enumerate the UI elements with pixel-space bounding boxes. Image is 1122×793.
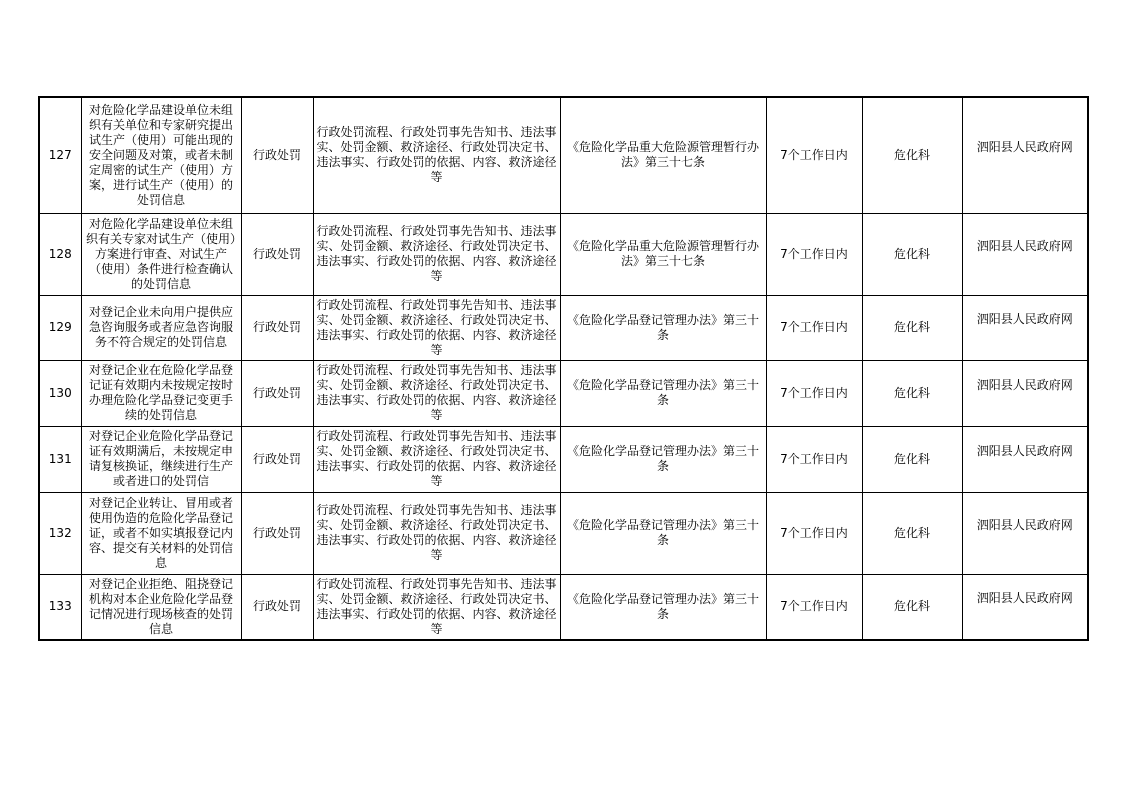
responsible-dept: 危化科 [862,213,962,295]
disclosure-time: 7个工作日内 [766,574,862,640]
legal-basis: 《危险化学品登记管理办法》第三十条 [560,295,766,360]
row-number: 132 [39,492,81,574]
legal-basis: 《危险化学品重大危险源管理暂行办法》第三十七条 [560,97,766,213]
publish-channel: 泗阳县人民政府网 [962,426,1088,492]
item-description: 对危险化学品建设单位未组织有关单位和专家研究提出试生产（使用）可能出现的安全问题及对策，或者未制定周密的试生产（使用）方案，进行试生产（使用）的处罚信息 [81,97,241,213]
publish-channel: 泗阳县人民政府网 [962,295,1088,360]
publish-channel: 泗阳县人民政府网 [962,574,1088,640]
disclosure-table [38,96,1089,641]
row-number: 129 [39,295,81,360]
disclosure-content: 行政处罚流程、行政处罚事先告知书、违法事实、处罚金额、救济途径、行政处罚决定书、违法事实、行政处罚的依据、内容、救济途径等 [313,426,560,492]
legal-basis: 《危险化学品重大危险源管理暂行办法》第三十七条 [560,213,766,295]
responsible-dept: 危化科 [862,97,962,213]
item-description: 对登记企业拒绝、阻挠登记机构对本企业危险化学品登记情况进行现场核查的处罚信息 [81,574,241,640]
item-description: 对登记企业危险化学品登记证有效期满后，未按规定申请复核换证，继续进行生产或者进口的处罚信 [81,426,241,492]
row-number: 130 [39,360,81,426]
item-description: 对危险化学品建设单位未组织有关专家对试生产（使用）方案进行审查、对试生产（使用）条件进行检查确认的处罚信息 [81,213,241,295]
responsible-dept: 危化科 [862,492,962,574]
legal-basis: 《危险化学品登记管理办法》第三十条 [560,574,766,640]
table-row [39,213,1088,295]
item-category: 行政处罚 [241,360,313,426]
row-number: 131 [39,426,81,492]
disclosure-time: 7个工作日内 [766,295,862,360]
table-row [39,295,1088,360]
table-row [39,360,1088,426]
item-description: 对登记企业在危险化学品登记证有效期内未按规定按时办理危险化学品登记变更手续的处罚信息 [81,360,241,426]
table-row [39,574,1088,640]
item-category: 行政处罚 [241,574,313,640]
disclosure-time: 7个工作日内 [766,426,862,492]
responsible-dept: 危化科 [862,295,962,360]
table-row [39,492,1088,574]
publish-channel: 泗阳县人民政府网 [962,97,1088,213]
legal-basis: 《危险化学品登记管理办法》第三十条 [560,360,766,426]
responsible-dept: 危化科 [862,360,962,426]
row-number: 127 [39,97,81,213]
item-category: 行政处罚 [241,492,313,574]
responsible-dept: 危化科 [862,574,962,640]
responsible-dept: 危化科 [862,426,962,492]
disclosure-time: 7个工作日内 [766,492,862,574]
item-category: 行政处罚 [241,295,313,360]
legal-basis: 《危险化学品登记管理办法》第三十条 [560,426,766,492]
disclosure-content: 行政处罚流程、行政处罚事先告知书、违法事实、处罚金额、救济途径、行政处罚决定书、违法事实、行政处罚的依据、内容、救济途径等 [313,97,560,213]
disclosure-time: 7个工作日内 [766,360,862,426]
table-row [39,426,1088,492]
disclosure-content: 行政处罚流程、行政处罚事先告知书、违法事实、处罚金额、救济途径、行政处罚决定书、违法事实、行政处罚的依据、内容、救济途径等 [313,213,560,295]
row-number: 128 [39,213,81,295]
table-row [39,97,1088,213]
disclosure-time: 7个工作日内 [766,97,862,213]
publish-channel: 泗阳县人民政府网 [962,492,1088,574]
item-category: 行政处罚 [241,97,313,213]
row-number: 133 [39,574,81,640]
disclosure-content: 行政处罚流程、行政处罚事先告知书、违法事实、处罚金额、救济途径、行政处罚决定书、违法事实、行政处罚的依据、内容、救济途径等 [313,360,560,426]
disclosure-content: 行政处罚流程、行政处罚事先告知书、违法事实、处罚金额、救济途径、行政处罚决定书、违法事实、行政处罚的依据、内容、救济途径等 [313,295,560,360]
item-category: 行政处罚 [241,426,313,492]
disclosure-content: 行政处罚流程、行政处罚事先告知书、违法事实、处罚金额、救济途径、行政处罚决定书、违法事实、行政处罚的依据、内容、救济途径等 [313,492,560,574]
disclosure-time: 7个工作日内 [766,213,862,295]
publish-channel: 泗阳县人民政府网 [962,360,1088,426]
disclosure-content: 行政处罚流程、行政处罚事先告知书、违法事实、处罚金额、救济途径、行政处罚决定书、违法事实、行政处罚的依据、内容、救济途径等 [313,574,560,640]
item-category: 行政处罚 [241,213,313,295]
publish-channel: 泗阳县人民政府网 [962,213,1088,295]
item-description: 对登记企业未向用户提供应急咨询服务或者应急咨询服务不符合规定的处罚信息 [81,295,241,360]
legal-basis: 《危险化学品登记管理办法》第三十条 [560,492,766,574]
item-description: 对登记企业转让、冒用或者使用伪造的危险化学品登记证，或者不如实填报登记内容、提交有关材料的处罚信息 [81,492,241,574]
